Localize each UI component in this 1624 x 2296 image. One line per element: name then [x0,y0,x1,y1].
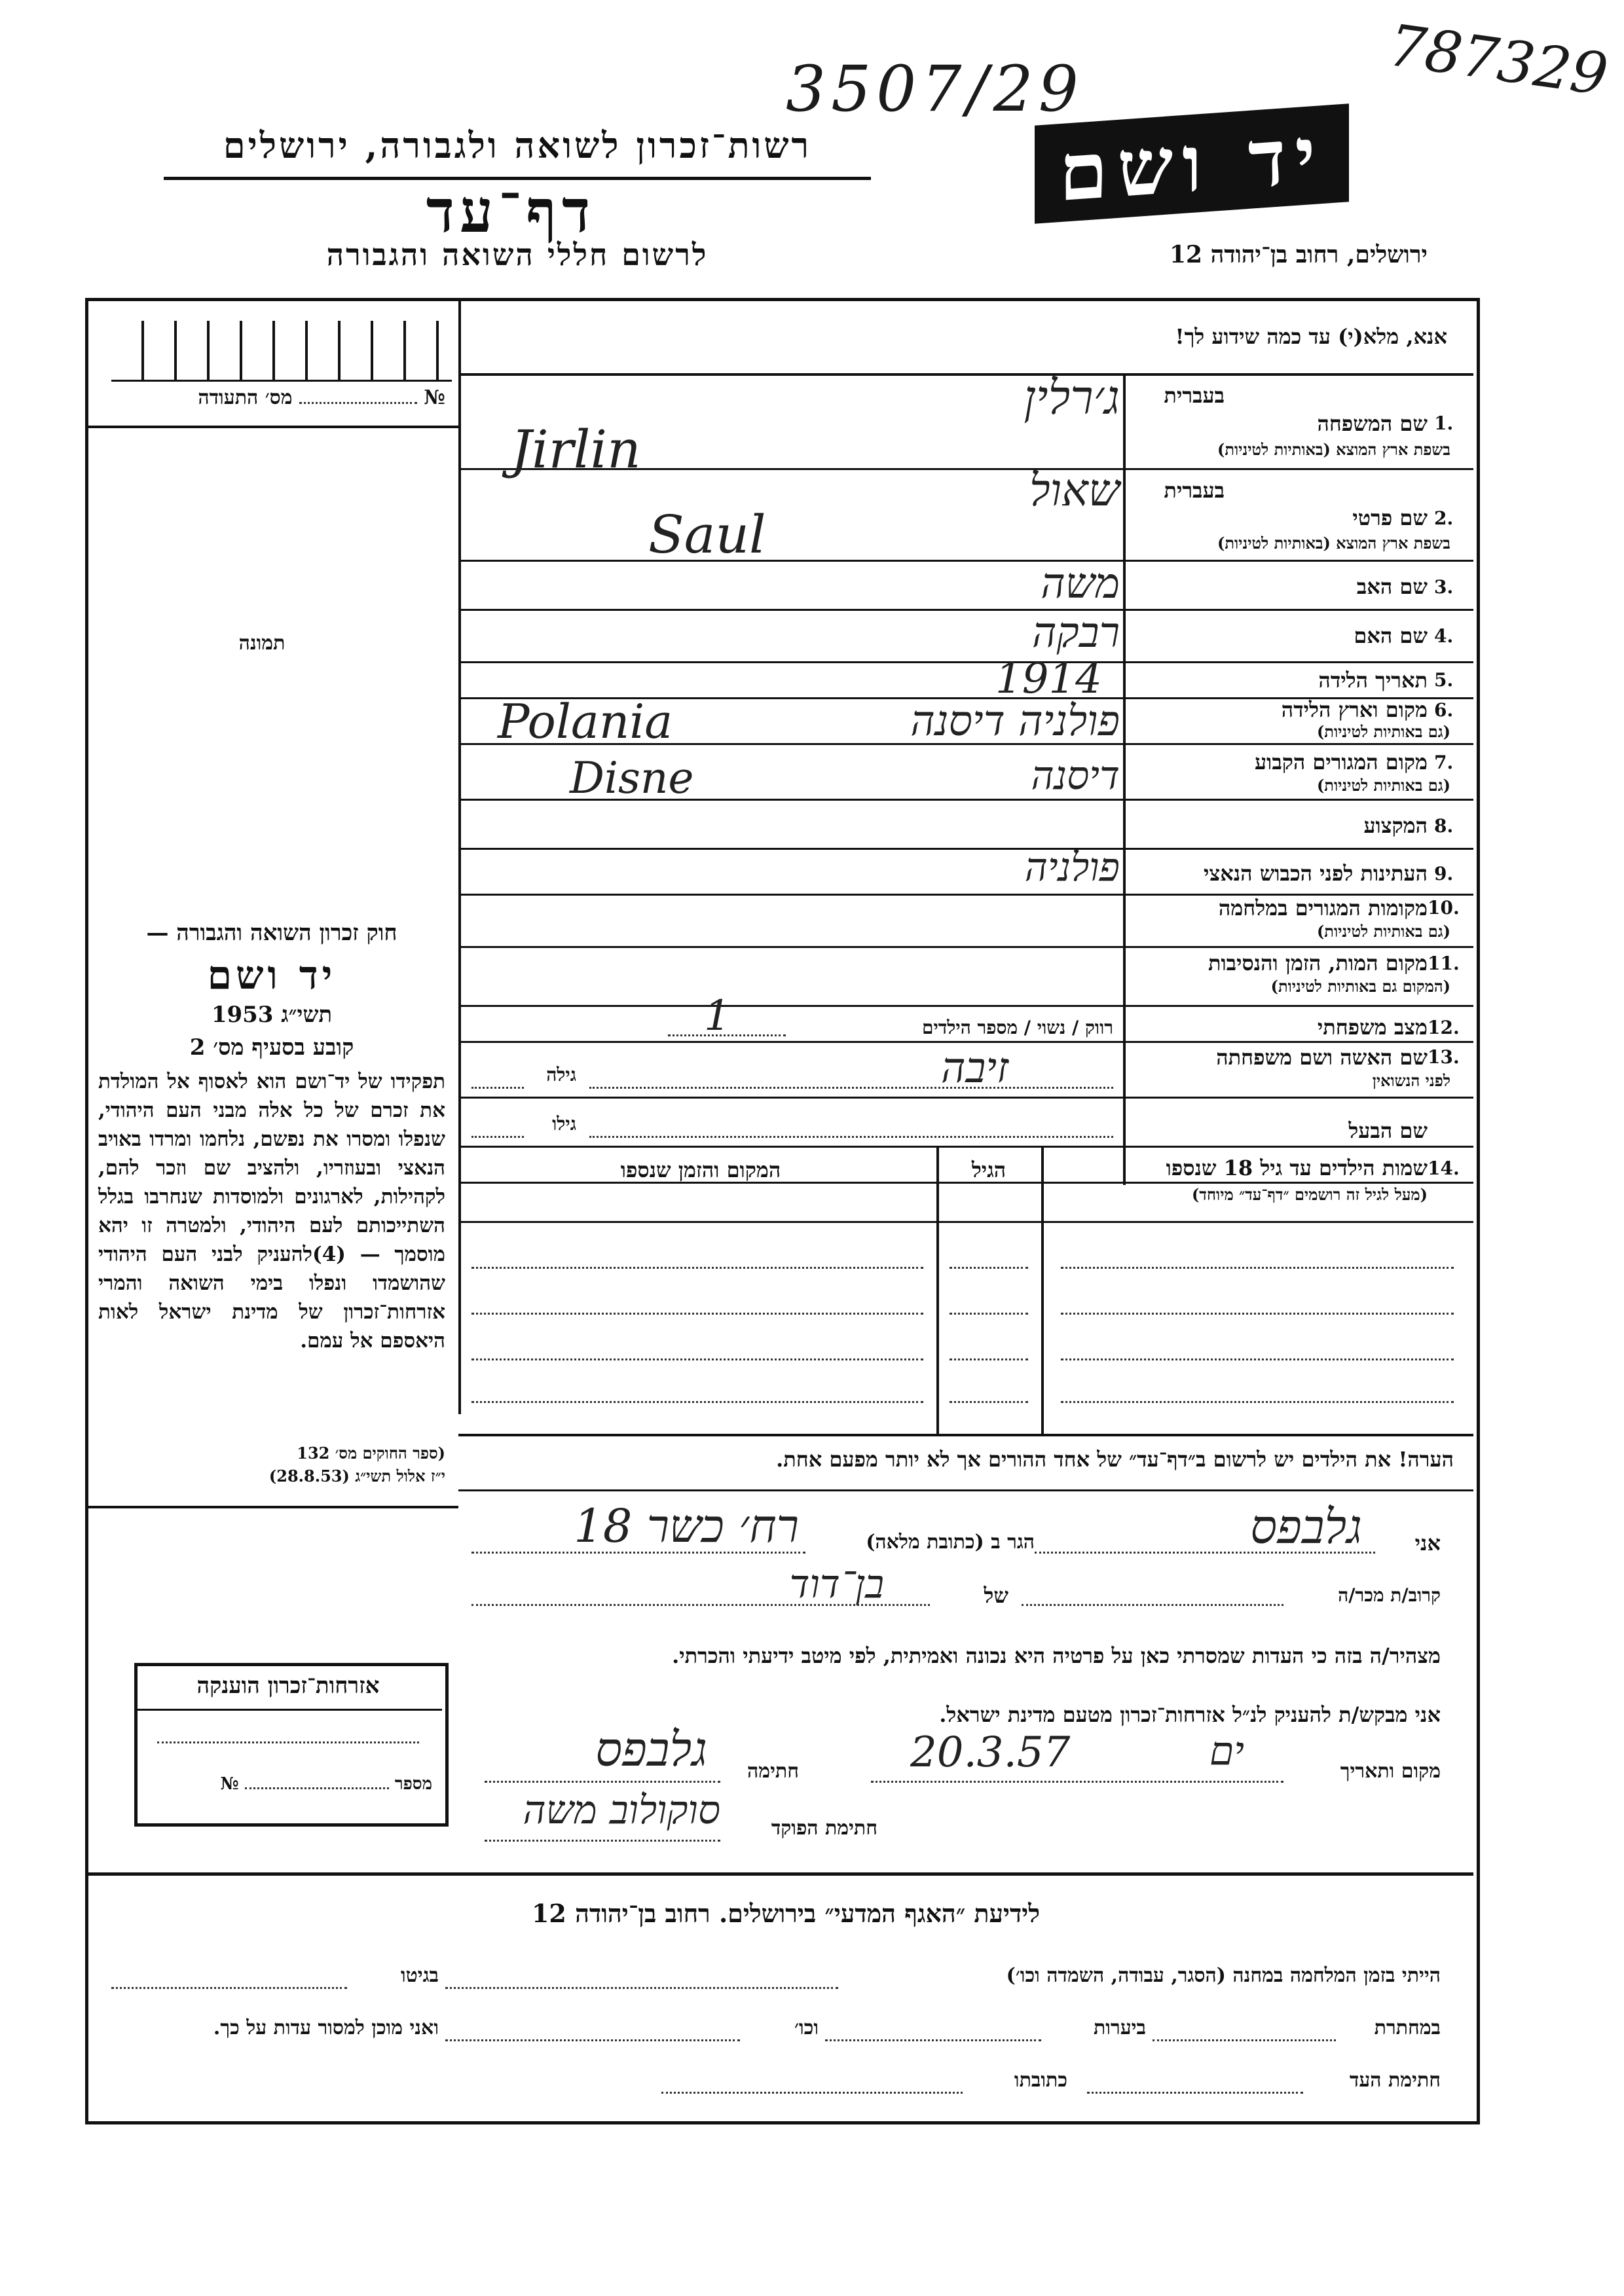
declarant-relation: בן־דוד [789,1561,884,1607]
f1-label: שם המשפחה [1317,411,1428,436]
law-text: תפקידו של יד־ושם הוא לאסוף אל המולדת את זכרם של כל אלה מבני העם היהודי, שנפלו ומסרו את נפשם, נלחמו ומרדו באויב הנאצי ובעוזריו, ולהציב שם וזכר להם, לקהילות, לארגונים ולמוסדות שנחרבו בגלל השתייכותם לעם היהודי, ולמטרה זו יהא מוסמך — (4)להעניק לבני העם היהודי שהושמדו ונפלו בימי השואה והמרי אזרחות־זכרון של מדינת ישראל לאות היאספם אל עמם. [98,1070,445,1353]
logo-text: יד ושם [1059,108,1325,219]
children-row-1-name [1061,1267,1454,1269]
footer-address: כתובתו [1014,2069,1067,2092]
f11-label: מקום המות, הזמן והנסיבות [1208,951,1428,975]
children-row-2-place [471,1313,923,1315]
f8-label: המקצוע [1363,813,1428,838]
official-line [485,1840,720,1842]
footer-hiding: במחתרת [1374,2016,1441,2039]
grid-r14 [458,1146,1473,1148]
f10-label: מקומות המגורים במלחמה [1218,896,1428,920]
children-divider-1 [936,1146,939,1434]
logo [1035,103,1349,224]
law-source-2: י״ז אלול תשי״ג (28.8.53) [268,1467,445,1485]
f13-age-line [471,1087,524,1089]
certificate-no-text: מס׳ התעודה [198,386,293,409]
declarant-signature: גלבפס [595,1722,707,1777]
signature-label: חתימה [747,1760,799,1783]
f1-sub: בשפת ארץ המוצא (באותיות לטיניות) [1217,440,1450,459]
grid-r4 [458,661,1473,663]
f1-num: 1. [1434,412,1454,434]
children-row-1-place [471,1267,923,1269]
declarant-date: 20.3.57 [910,1728,1071,1777]
declarant-address: רח׳ כשר 18 [574,1499,799,1553]
f10-num: 10. [1428,897,1460,919]
f3-label: שם האב [1356,574,1428,599]
law-source: (ספר החוקים מס׳ 132 [297,1444,445,1463]
footer-witness-dots [1087,2092,1303,2094]
grid-r10 [458,946,1473,948]
grid-r13 [458,1097,1473,1099]
declarant-declare: מצהיר/ה בזה כי העדות שמסרתי כאן על פרטיה היא נכונה ואמיתית, לפי מיטב ידיעתי והכרתי. [672,1643,1441,1668]
children-row-4-place [471,1401,923,1403]
footer-ready: ואני מוכן למסור עדות על כך. [213,2016,439,2039]
label-column-divider [1123,373,1126,1185]
f13-label: שם האשה ושם משפחתה [1216,1045,1428,1070]
f6-num: 6. [1434,699,1454,721]
f13-value: זיבה [941,1044,1008,1093]
children-row-3-place [471,1358,923,1360]
grid-r11 [458,1005,1473,1007]
f6-value-heb: פולניה דיסנה [910,697,1120,746]
address: ירושלים, רחוב בן־יהודה 12 [1169,241,1428,268]
note-text: הערה! את הילדים יש לרשום ב״דף־עד״ של אחד ההורים אך לא יותר מפעם אחת. [776,1447,1454,1472]
law-bottom-line [88,1506,458,1508]
children-divider-2 [1041,1146,1044,1434]
f11-sub: (המקום גם באותיות לטיניות) [1270,977,1450,996]
f7-sub: (גם באותיות לטיניות) [1316,776,1450,795]
page-subtitle: לרשום חללי השואה והגבורה [326,237,709,272]
ruler-box [111,321,452,382]
f8-num: 8. [1434,815,1454,837]
f6-label: מקום וארץ הלידה [1281,697,1428,722]
footer-etc: וכו׳ [794,2016,819,2039]
f5-num: 5. [1434,669,1454,691]
f4-num: 4. [1434,625,1454,647]
f3-num: 3. [1434,576,1454,598]
note-bottom-line [458,1489,1473,1491]
f3-value: משה [1041,560,1120,608]
page-title: דף־עד [426,177,596,246]
declarant-request: אני מבקש/ת להעניק לנ״ל אזרחות־זכרון מטעם מדינת ישראל. [939,1702,1441,1727]
f2-label: שם פרטי [1352,505,1428,530]
footer-divider [88,1872,1473,1876]
children-header-line [458,1221,1473,1223]
note-top-line [458,1434,1473,1436]
children-sub: (מעל לגיל זה רושמים ״דף־עד״ מיוחד) [1191,1185,1428,1204]
archive-number: 3507/29 [786,52,1084,126]
f7-value-lat: Disne [570,753,694,803]
f13-age-label: גילה [546,1064,576,1085]
f2-sub: בשפת ארץ המוצא (באותיות לטיניות) [1217,534,1450,553]
f5-label: תאריך הלידה [1318,668,1428,693]
children-row-2-age [950,1313,1028,1315]
f12-options: רווק / נשוי / מספר הילדים [921,1017,1113,1038]
children-label: שמות הילדים עד גיל 18 שנספו [1166,1156,1428,1180]
f12-value: 1 [704,992,731,1040]
f2-value-lat: Saul [648,504,766,565]
grid-r12 [458,1041,1473,1043]
f4-label: שם האם [1354,623,1428,648]
footer-ghetto-dots [111,1987,347,1989]
declarant-name: גלבפס [1250,1499,1362,1554]
f7-num: 7. [1434,752,1454,773]
f10-sub: (גם באותיות לטיניות) [1316,922,1450,941]
declarant-relative-label: קרוב/ת מכר/ה [1338,1584,1441,1606]
children-num: 14. [1428,1157,1460,1179]
husband-value-line [589,1136,1113,1138]
f9-value: פולניה [1024,845,1120,890]
footer-title: לידיעת ״האגף המדעי״ בירושלים. רחוב בן־יהודה 12 [531,1899,1041,1928]
children-row-4-age [950,1401,1028,1403]
footer-forests-dots [825,2039,1041,2041]
declarant-of-label: של [984,1583,1008,1608]
f7-label: מקום המגורים הקבוע [1255,750,1428,774]
citizenship-no-label: מספר [394,1774,432,1794]
children-row-4-name [1061,1401,1454,1403]
f1-value-heb: ג׳רלין [1024,370,1120,425]
citizenship-title: אזרחות־זכרון הוענקה [196,1673,380,1699]
f1-value-lat: Jirlin [511,419,641,480]
photo-label: תמונה [238,632,286,655]
law-name: יד ושם [207,953,337,998]
husband-age-line [471,1136,524,1138]
certificate-no-line [299,402,417,404]
footer-etc-dots [445,2039,740,2041]
certificate-no-label [92,386,445,409]
declarant-place: ים [1209,1728,1244,1774]
declarant-resides-label: הגר ב (כתובת מלאה) [866,1531,1035,1554]
declarant-relation-line [1022,1604,1283,1606]
footer-hiding-dots [1153,2039,1336,2041]
children-place-header: המקום והזמן שנספו [620,1157,781,1182]
footer-address-dots [661,2092,963,2094]
f2-value-heb: שאול [1029,465,1120,517]
children-row-2-name [1061,1313,1454,1315]
f1-heb-tag: בעברית [1164,383,1225,408]
f5-value: 1914 [995,655,1102,703]
citizenship-no-suffix: № [220,1774,239,1794]
signature-line [485,1781,720,1783]
official-label: חתימת הפוקד [771,1817,877,1840]
archive-number-2: 787329 [1384,11,1612,109]
intro-text: אנא, מלא(י) עד כמה שידוע לך! [1175,324,1447,349]
footer-ghetto: בגיטו [400,1964,439,1987]
place-date-line [871,1781,1283,1783]
f2-heb-tag: בעברית [1164,478,1225,503]
citizenship-no-line [245,1787,389,1789]
certificate-no-suffix: № [424,386,445,409]
f2-num: 2. [1434,507,1454,529]
declarant-i-label: אני [1414,1531,1441,1556]
place-date-label: מקום ותאריך [1340,1760,1441,1783]
law-title: חוק זכרון השואה והגבורה — [146,920,397,946]
f12-num: 12. [1428,1017,1460,1038]
f4-value: רבקה [1031,609,1120,657]
footer-witness-sig: חתימת העד [1349,2069,1441,2092]
f9-num: 9. [1434,863,1454,884]
children-age-header: הגיל [971,1157,1006,1182]
f6-value-lat: Polania [498,694,673,749]
official-signature: סוקולוב משה [523,1787,720,1833]
cert-divider [88,426,458,428]
f12-label: מצב משפחתי [1317,1015,1428,1040]
f13-num: 13. [1428,1046,1460,1068]
children-row-3-age [950,1358,1028,1360]
citizenship-no [144,1774,432,1794]
f13-sub: לפני הנשואין [1372,1071,1450,1090]
authority-name: רשות־זכרון לשואה ולגבורה, ירושלים [223,124,812,166]
law-year: תשי״ג 1953 [211,1002,333,1028]
husband-label: שם הבעל [1348,1118,1428,1143]
footer-forests: ביערות [1093,2016,1146,2039]
children-row-3-name [1061,1358,1454,1360]
law-clause: קובע בסעיף מס׳ 2 [189,1034,354,1061]
f9-label: העתינות לפני הכבוש הנאצי [1204,861,1428,886]
citizenship-title-line [138,1709,442,1711]
citizenship-line-1 [157,1741,419,1743]
footer-line1-dots [445,1987,838,1989]
f7-value-heb: דיסנה [1031,753,1120,799]
children-row-1-age [950,1267,1028,1269]
f11-num: 11. [1428,953,1460,974]
footer-line1: הייתי בזמן המלחמה במחנה (הסגר, עבודה, השמדה וכו׳) [1006,1964,1441,1987]
f6-sub: (גם באותיות לטיניות) [1316,722,1450,741]
husband-age-label: גילו [552,1113,576,1135]
